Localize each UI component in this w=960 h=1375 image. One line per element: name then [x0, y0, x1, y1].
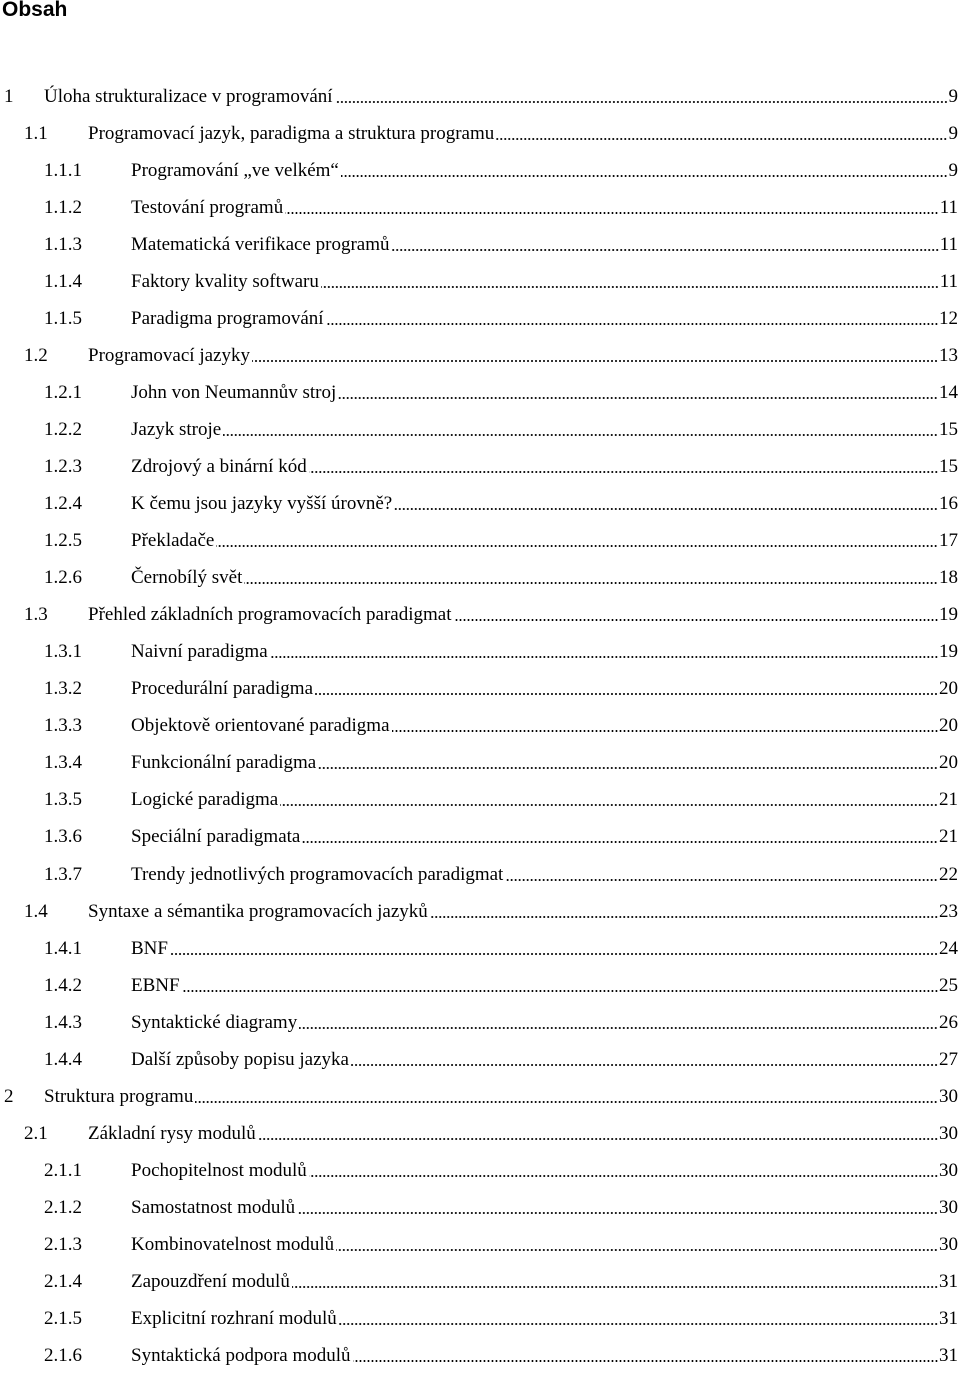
toc-entry-number: 1.3.1 — [44, 641, 82, 663]
dot-leader — [299, 1026, 938, 1030]
dot-leader — [223, 433, 938, 437]
toc-entry-line — [131, 486, 958, 523]
toc-entry-page-number[interactable]: 30 — [939, 1233, 958, 1255]
toc-entry-number: 1.2.3 — [44, 455, 82, 477]
toc-entry-line — [131, 708, 958, 745]
toc-entry-page-number[interactable]: 9 — [948, 159, 958, 181]
toc-entry-line — [131, 634, 958, 671]
toc-entry-title[interactable]: Speciální paradigmata — [131, 826, 301, 848]
toc-entry-number: 2.1 — [24, 1122, 48, 1144]
dot-leader — [309, 470, 938, 474]
toc-entry-title[interactable]: Paradigma programování — [131, 307, 324, 329]
toc-entry-title[interactable]: Naivní paradigma — [131, 641, 268, 663]
toc-entry[interactable] — [0, 1264, 960, 1301]
toc-entry-page-number[interactable]: 17 — [939, 530, 958, 552]
toc-entry-number: 2.1.3 — [44, 1233, 82, 1255]
dot-leader — [182, 989, 938, 993]
toc-entry-number: 1.2 — [24, 344, 48, 366]
toc-entry-page-number[interactable]: 23 — [939, 900, 958, 922]
toc-entry-title[interactable]: Černobílý svět — [131, 567, 243, 589]
toc-entry-page-number[interactable]: 30 — [939, 1159, 958, 1181]
toc-entry-line — [131, 448, 958, 485]
toc-entry-line — [44, 78, 958, 115]
toc-entry-page-number[interactable]: 14 — [939, 381, 958, 403]
toc-entry-title[interactable]: Struktura programu — [44, 1085, 194, 1107]
toc-entry-title[interactable]: Syntaktické diagramy — [131, 1011, 298, 1033]
toc-entry-number: 1.2.6 — [44, 567, 82, 589]
dot-leader — [336, 1248, 938, 1252]
toc-entry-page-number[interactable]: 31 — [939, 1271, 958, 1293]
toc-entry-page-number[interactable]: 30 — [939, 1085, 958, 1107]
toc-entry-line — [131, 560, 958, 597]
toc-entry-title[interactable]: Objektově orientované paradigma — [131, 715, 390, 737]
dot-leader — [170, 952, 938, 956]
toc-entry-line — [131, 1264, 958, 1301]
toc-entry-title[interactable]: Explicitní rozhraní modulů — [131, 1308, 337, 1330]
toc-entry-title[interactable]: Úloha strukturalizace v programování — [44, 85, 333, 107]
toc-entry-page-number[interactable]: 9 — [948, 85, 958, 107]
toc-entry-line — [88, 337, 958, 374]
toc-entry-line — [88, 597, 958, 634]
toc-entry[interactable] — [0, 893, 960, 930]
toc-entry[interactable] — [0, 671, 960, 708]
toc-entry-title[interactable]: Logické paradigma — [131, 789, 279, 811]
toc-entry-page-number[interactable]: 11 — [939, 270, 958, 292]
toc-entry-line — [88, 115, 958, 152]
toc-entry[interactable] — [0, 745, 960, 782]
toc-entry[interactable] — [0, 560, 960, 597]
toc-entry-line — [131, 523, 958, 560]
toc-entry-title[interactable]: Procedurální paradigma — [131, 678, 314, 700]
dot-leader — [302, 840, 938, 844]
dot-leader — [216, 544, 938, 548]
toc-entry[interactable] — [0, 819, 960, 856]
toc-entry[interactable] — [0, 634, 960, 671]
toc-entry-line — [131, 189, 958, 226]
toc-entry[interactable] — [0, 337, 960, 374]
toc-entry-number: 1.1.5 — [44, 307, 82, 329]
toc-entry-line — [131, 1004, 958, 1041]
dot-leader — [280, 803, 938, 807]
toc-entry-number: 2.1.5 — [44, 1308, 82, 1330]
toc-entry-page-number[interactable]: 16 — [939, 493, 958, 515]
toc-entry-page-number[interactable]: 11 — [939, 196, 958, 218]
dot-leader — [339, 1322, 938, 1326]
toc-entry-title[interactable]: Trendy jednotlivých programovacích paradigmat — [131, 863, 504, 885]
toc-entry-title[interactable]: Faktory kvality softwaru — [131, 270, 319, 292]
toc-entry-title[interactable]: Programování „ve velkém“ — [131, 159, 339, 181]
toc-entry[interactable] — [0, 486, 960, 523]
toc-entry-page-number[interactable]: 21 — [939, 789, 958, 811]
toc-entry-line — [131, 819, 958, 856]
toc-entry-title[interactable]: Zapouzdření modulů — [131, 1271, 290, 1293]
toc-entry[interactable] — [0, 448, 960, 485]
dot-leader — [318, 766, 938, 770]
toc-entry[interactable] — [0, 263, 960, 300]
toc-entry-title[interactable]: Syntaktická podpora modulů — [131, 1345, 351, 1367]
toc-entry-title[interactable]: Základní rysy modulů — [88, 1122, 256, 1144]
dot-leader — [496, 137, 947, 141]
toc-entry-title[interactable]: Programovací jazyky — [88, 344, 250, 366]
table-of-contents — [0, 78, 960, 1375]
dot-leader — [392, 248, 939, 252]
toc-entry-number: 1.4.1 — [44, 937, 82, 959]
toc-entry-page-number[interactable]: 20 — [939, 715, 958, 737]
toc-entry-number: 2.1.6 — [44, 1345, 82, 1367]
toc-entry-number: 1.2.5 — [44, 530, 82, 552]
toc-entry[interactable] — [0, 411, 960, 448]
toc-entry-page-number[interactable]: 30 — [939, 1122, 958, 1144]
toc-entry-number: 1 — [4, 85, 14, 107]
toc-entry[interactable] — [0, 1078, 960, 1115]
dot-leader — [195, 1100, 938, 1104]
toc-entry-page-number[interactable]: 25 — [939, 974, 958, 996]
toc-entry-page-number[interactable]: 9 — [948, 122, 958, 144]
toc-entry[interactable] — [0, 967, 960, 1004]
toc-entry-line — [131, 930, 958, 967]
toc-entry[interactable] — [0, 930, 960, 967]
toc-entry-number: 1.3.4 — [44, 752, 82, 774]
toc-entry-page-number[interactable]: 31 — [939, 1345, 958, 1367]
toc-entry[interactable] — [0, 300, 960, 337]
toc-entry-number: 2 — [4, 1085, 14, 1107]
toc-entry-line — [44, 1078, 958, 1115]
toc-entry-title[interactable]: Další způsoby popisu jazyka — [131, 1048, 349, 1070]
toc-entry[interactable] — [0, 226, 960, 263]
toc-entry-number: 1.1.3 — [44, 233, 82, 255]
toc-entry-title[interactable]: Kombinovatelnost modulů — [131, 1233, 335, 1255]
toc-entry[interactable] — [0, 1041, 960, 1078]
toc-entry-page-number[interactable]: 26 — [939, 1011, 958, 1033]
toc-entry-title[interactable]: Samostatnost modulů — [131, 1196, 296, 1218]
dot-leader — [341, 174, 948, 178]
toc-entry-number: 1.4.4 — [44, 1048, 82, 1070]
toc-entry[interactable] — [0, 78, 960, 115]
toc-entry-page-number[interactable]: 19 — [939, 604, 958, 626]
dot-leader — [321, 285, 939, 289]
toc-entry-page-number[interactable]: 13 — [939, 344, 958, 366]
toc-entry-number: 1.4 — [24, 900, 48, 922]
toc-entry-title[interactable]: Zdrojový a binární kód — [131, 455, 307, 477]
toc-entry-page-number[interactable]: 27 — [939, 1048, 958, 1070]
toc-entry-line — [131, 671, 958, 708]
toc-entry-page-number[interactable]: 20 — [939, 678, 958, 700]
toc-entry[interactable] — [0, 1301, 960, 1338]
toc-entry-number: 1.1 — [24, 122, 48, 144]
toc-entry-page-number[interactable]: 15 — [939, 418, 958, 440]
toc-entry-number: 2.1.2 — [44, 1196, 82, 1218]
toc-entry[interactable] — [0, 374, 960, 411]
toc-entry-page-number[interactable]: 15 — [939, 455, 958, 477]
toc-entry-title[interactable]: BNF — [131, 937, 168, 959]
toc-entry-title[interactable]: Pochopitelnost modulů — [131, 1159, 307, 1181]
toc-entry-line — [131, 300, 958, 337]
toc-entry-page-number[interactable]: 20 — [939, 752, 958, 774]
toc-entry-line — [88, 1115, 958, 1152]
toc-entry-page-number[interactable]: 22 — [939, 863, 958, 885]
dot-leader — [394, 507, 938, 511]
dot-leader — [252, 359, 938, 363]
dot-leader — [315, 692, 938, 696]
toc-entry-page-number[interactable]: 31 — [939, 1308, 958, 1330]
toc-entry-page-number[interactable]: 18 — [939, 567, 958, 589]
dot-leader — [244, 581, 938, 585]
page-title: Obsah — [2, 0, 68, 21]
dot-leader — [338, 396, 938, 400]
toc-entry-line — [131, 152, 958, 189]
toc-entry-title[interactable]: Funkcionální paradigma — [131, 752, 317, 774]
toc-entry-line — [131, 967, 958, 1004]
dot-leader — [335, 100, 948, 104]
toc-entry-line — [131, 1226, 958, 1263]
toc-entry-line — [131, 1301, 958, 1338]
dot-leader — [270, 655, 938, 659]
toc-entry-title[interactable]: Syntaxe a sémantika programovacích jazyků — [88, 900, 428, 922]
toc-entry[interactable] — [0, 1152, 960, 1189]
toc-entry[interactable] — [0, 189, 960, 226]
dot-leader — [258, 1137, 938, 1141]
dot-leader — [353, 1359, 938, 1363]
toc-entry[interactable] — [0, 597, 960, 634]
toc-entry-title[interactable]: Jazyk stroje — [131, 418, 222, 440]
dot-leader — [326, 322, 938, 326]
toc-entry[interactable] — [0, 782, 960, 819]
toc-entry[interactable] — [0, 1115, 960, 1152]
toc-entry-number: 2.1.1 — [44, 1159, 82, 1181]
toc-entry-title[interactable]: Testování programů — [131, 196, 284, 218]
toc-entry-number: 1.3.3 — [44, 715, 82, 737]
toc-entry-number: 1.1.2 — [44, 196, 82, 218]
toc-entry-number: 1.4.3 — [44, 1011, 82, 1033]
toc-entry-number: 1.3.7 — [44, 863, 82, 885]
toc-entry[interactable] — [0, 152, 960, 189]
toc-entry-title[interactable]: Matematická verifikace programů — [131, 233, 390, 255]
dot-leader — [392, 729, 938, 733]
dot-leader — [430, 915, 938, 919]
toc-entry[interactable] — [0, 708, 960, 745]
toc-entry-title[interactable]: K čemu jsou jazyky vyšší úrovně? — [131, 493, 393, 515]
toc-entry-number: 1.1.4 — [44, 270, 82, 292]
dot-leader — [309, 1174, 938, 1178]
toc-entry-line — [131, 1338, 958, 1375]
toc-entry[interactable] — [0, 856, 960, 893]
toc-entry-number: 1.2.2 — [44, 418, 82, 440]
toc-entry-number: 1.4.2 — [44, 974, 82, 996]
toc-entry[interactable] — [0, 115, 960, 152]
toc-entry-number: 1.1.1 — [44, 159, 82, 181]
dot-leader — [505, 878, 938, 882]
toc-entry[interactable] — [0, 1338, 960, 1375]
toc-entry-line — [131, 1041, 958, 1078]
dot-leader — [454, 618, 939, 622]
toc-entry-page-number[interactable]: 11 — [939, 233, 958, 255]
toc-entry-number: 1.2.1 — [44, 381, 82, 403]
toc-entry-line — [131, 1152, 958, 1189]
toc-entry-number: 1.3 — [24, 604, 48, 626]
toc-entry-page-number[interactable]: 19 — [939, 641, 958, 663]
toc-entry[interactable] — [0, 523, 960, 560]
toc-entry-number: 2.1.4 — [44, 1271, 82, 1293]
toc-entry-line — [131, 263, 958, 300]
dot-leader — [297, 1211, 938, 1215]
dot-leader — [351, 1063, 938, 1067]
toc-entry-number: 1.2.4 — [44, 493, 82, 515]
toc-entry[interactable] — [0, 1189, 960, 1226]
toc-entry-number: 1.3.6 — [44, 826, 82, 848]
toc-entry-title[interactable]: Programovací jazyk, paradigma a struktura programu — [88, 122, 495, 144]
toc-entry-line — [88, 893, 958, 930]
toc-entry-line — [131, 411, 958, 448]
toc-entry-line — [131, 782, 958, 819]
toc-entry-page-number[interactable]: 21 — [939, 826, 958, 848]
toc-entry-page-number[interactable]: 24 — [939, 937, 958, 959]
toc-entry-page-number[interactable]: 12 — [939, 307, 958, 329]
toc-entry-line — [131, 226, 958, 263]
toc-entry-line — [131, 1189, 958, 1226]
toc-entry-line — [131, 856, 958, 893]
toc-entry[interactable] — [0, 1226, 960, 1263]
toc-entry-page-number[interactable]: 30 — [939, 1196, 958, 1218]
toc-entry-title[interactable]: Přehled základních programovacích paradigmat — [88, 604, 452, 626]
toc-entry-line — [131, 374, 958, 411]
toc-entry-title[interactable]: John von Neumannův stroj — [131, 381, 337, 403]
toc-entry-line — [131, 745, 958, 782]
dot-leader — [285, 211, 938, 215]
toc-entry-title[interactable]: Překladače — [131, 530, 215, 552]
dot-leader — [292, 1285, 938, 1289]
toc-entry-title[interactable]: EBNF — [131, 974, 180, 996]
toc-entry-number: 1.3.2 — [44, 678, 82, 700]
toc-entry-number: 1.3.5 — [44, 789, 82, 811]
toc-entry[interactable] — [0, 1004, 960, 1041]
